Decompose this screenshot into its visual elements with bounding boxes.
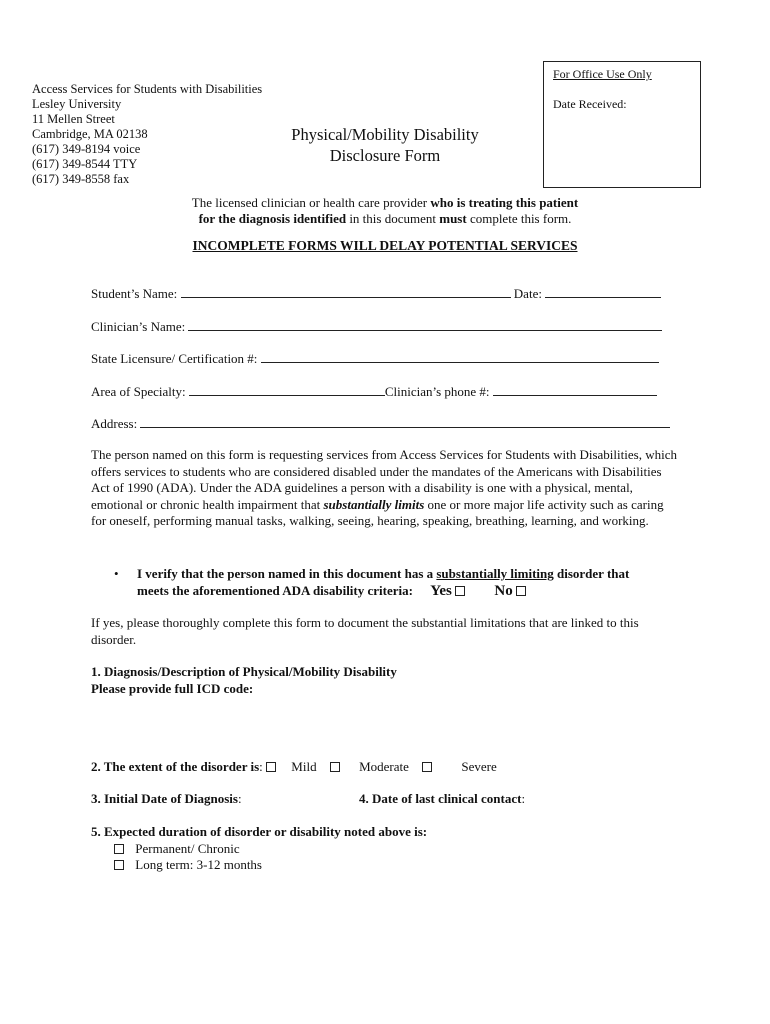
intro-p2a: for the diagnosis identified [198,211,347,226]
org-voice: (617) 349-8194 voice [32,142,141,156]
verify-line1a: I verify that the person named in this document has a [137,566,437,581]
address-label: Address: [91,416,138,431]
section-1 [91,664,397,697]
org-tty: (617) 349-8544 TTY [32,157,138,171]
moderate-label: Moderate [359,759,409,774]
licensure-label: State Licensure/ Certification #: [91,351,258,366]
long-term-checkbox[interactable] [114,860,124,870]
intro-p2d: complete this form. [466,211,572,226]
address-row [91,415,670,432]
mild-checkbox[interactable] [266,762,276,772]
org-name: Access Services for Students with Disabilities [32,82,263,96]
duration-option-permanent [91,841,427,858]
clinician-name-field[interactable] [188,318,662,331]
long-term-label: Long term: 3-12 months [135,857,262,872]
verify-statement [115,566,685,602]
date-field[interactable] [545,285,661,298]
clinician-phone-label: Clinician’s phone #: [384,384,490,399]
verify-line1b: substantially limiting [436,566,554,581]
if-yes-text: If yes, please thoroughly complete this form to document the substantial limitations that are linked to this disorder. [91,615,639,647]
yes-checkbox[interactable] [455,586,465,596]
section-4-label: 4. Date of last clinical contact [359,791,522,806]
section-5-label: 5. Expected duration of disorder or disability noted above is: [91,824,428,839]
bullet-dot: • [114,566,119,581]
office-use-box [543,61,701,188]
yes-label: Yes [430,582,452,599]
student-name-row [91,285,661,302]
verify-line1c: disorder that [553,566,630,581]
intro-p1b: who is treating this patient [430,195,579,210]
org-street: 11 Mellen Street [32,112,115,126]
no-label: No [494,582,513,599]
licensure-field[interactable] [261,350,659,363]
intro-text [150,195,620,227]
org-address-block [32,82,262,187]
moderate-checkbox[interactable] [330,762,340,772]
intro-p1a: The licensed clinician or health care provider [191,195,431,210]
ada-emphasis: substantially limits [323,496,425,512]
ada-text-after: one or more major life activity such as caring for oneself, performing manual tasks, walking, seeing, hearing, speaking, breathing, learning, and working. [91,496,664,528]
clinician-phone-field[interactable] [493,383,657,396]
verify-line2: meets the aforementioned ADA disability criteria: [137,582,413,598]
section-3-number: 3 [91,791,98,806]
student-name-label: Student’s Name: [91,286,178,301]
specialty-field[interactable] [189,383,385,396]
student-name-field[interactable] [181,285,511,298]
office-use-title: For Office Use Only [553,67,652,81]
section-2-label: . The extent of the disorder is [97,759,260,774]
mild-label: Mild [291,759,317,774]
permanent-label: Permanent/ Chronic [135,840,240,856]
ada-paragraph [91,447,681,530]
section-4-colon: : [521,791,526,806]
intro-p2b: in this document [346,211,440,226]
severe-checkbox[interactable] [422,762,432,772]
form-title-line1: Physical/Mobility Disability [291,125,479,144]
section-3-label: . Initial Date of Diagnosis [97,791,238,806]
org-fax: (617) 349-8558 fax [32,172,130,186]
section-3-colon: : [237,791,242,806]
form-title-line2: Disclosure Form [329,146,441,165]
duration-option-long-term [91,857,427,874]
ada-text-before: The person named on this form is requesting services from Access Services for Students with Disabilities, which offers services to students who are considered disabled under the mandates of the Americans with Disabilities Act of 1990 (ADA). Under the ADA guidelines a person with a disability is one with a physical, mental, emotional or chronic health impairment that [91,447,677,512]
section-3 [91,791,242,807]
address-field[interactable] [140,415,670,428]
licensure-row [91,350,659,367]
section-2-colon: : [259,759,263,774]
date-received-label: Date Received: [553,97,627,111]
section-2 [91,759,497,775]
section-4 [359,791,525,807]
org-city: Cambridge, MA 02138 [32,127,148,141]
clinician-name-label: Clinician’s Name: [91,319,186,334]
section-2-number: 2 [91,759,98,774]
section-1-title: 1. Diagnosis/Description of Physical/Mobility Disability [91,664,397,679]
no-checkbox[interactable] [516,586,526,596]
org-university: Lesley University [32,97,122,111]
date-label: Date: [513,286,542,301]
form-title [230,124,540,166]
icd-code-label: Please provide full ICD code: [91,680,254,696]
specialty-label: Area of Specialty: [91,384,186,399]
clinician-name-row [91,318,662,335]
incomplete-warning: INCOMPLETE FORMS WILL DELAY POTENTIAL SERVICES [192,238,578,253]
severe-label: Severe [461,759,497,774]
intro-p2c: must [439,211,467,226]
specialty-row [91,383,657,400]
section-5 [91,824,427,874]
permanent-checkbox[interactable] [114,844,124,854]
